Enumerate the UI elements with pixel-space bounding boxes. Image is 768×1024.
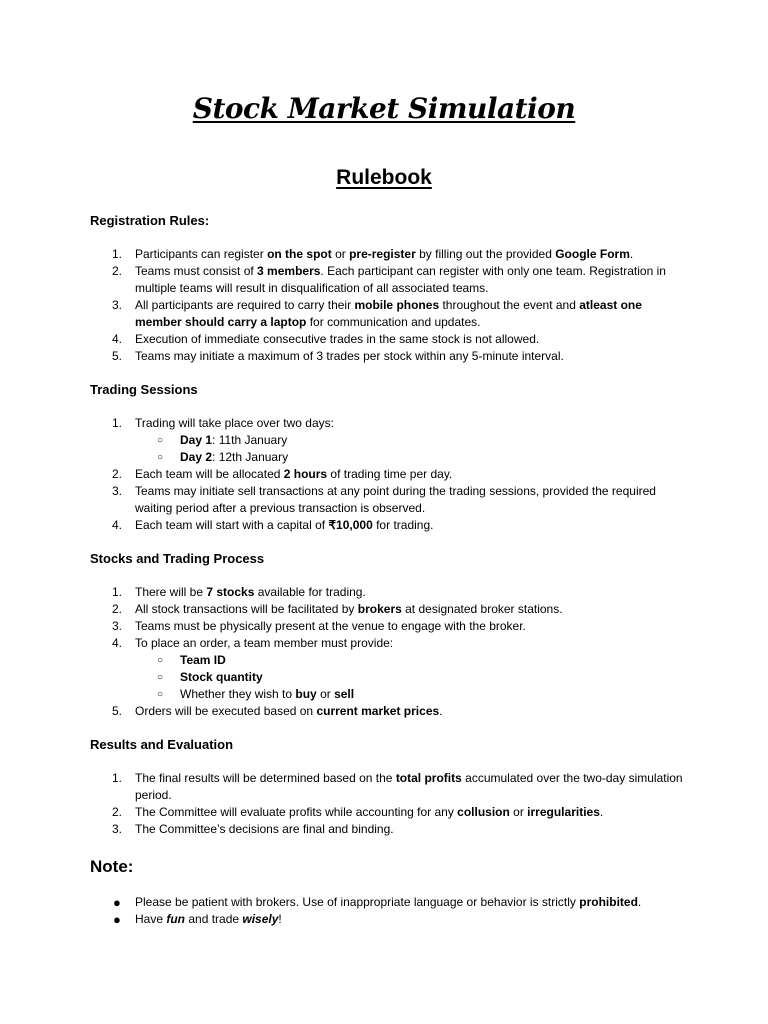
- circle-bullet-icon: ○: [157, 689, 164, 700]
- trading-heading: Trading Sessions: [90, 382, 198, 397]
- circle-bullet-icon: ○: [157, 435, 164, 446]
- note-section: [90, 856, 690, 928]
- list-item: ● Have fun and trade wisely!: [113, 912, 282, 927]
- list-item: 5. Teams may initiate a maximum of 3 trades per stock within any 5-minute interval.: [112, 349, 564, 363]
- stocks-heading: Stocks and Trading Process: [90, 551, 265, 566]
- list-item: 4. To place an order, a team member must provide: ○ Team ID ○ Stock quantity ○ Whether they wish to buy or sell: [90, 635, 690, 703]
- list-item: 3. All participants are required to carry their mobile phones throughout the event and atleast one member should carry a laptop for communication and updates.: [112, 298, 642, 329]
- note-heading: Note:: [90, 857, 134, 876]
- document-subtitle: Rulebook: [336, 166, 432, 189]
- circle-bullet-icon: ○: [157, 655, 164, 666]
- list-item: 3. Teams must be physically present at the venue to engage with the broker.: [112, 619, 526, 633]
- circle-bullet-icon: ○: [157, 452, 164, 463]
- trading-section: [90, 381, 690, 534]
- sub-list-item: ○ Stock quantity: [157, 670, 263, 684]
- registration-heading: Registration Rules:: [90, 213, 210, 228]
- bullet-icon: ●: [113, 895, 121, 910]
- list-item: 2. All stock transactions will be facilitated by brokers at designated broker stations.: [112, 602, 563, 616]
- list-item: 4. Execution of immediate consecutive trades in the same stock is not allowed.: [112, 332, 540, 346]
- sub-list-item: ○ Day 2: 12th January: [157, 450, 289, 464]
- list-item: 1. The final results will be determined based on the total profits accumulated over the two-day simulation period.: [112, 771, 683, 802]
- list-item: 5. Orders will be executed based on current market prices.: [112, 704, 443, 718]
- sub-list-item: ○ Team ID: [157, 653, 226, 667]
- sub-list-item: ○ Day 1: 11th January: [157, 433, 288, 447]
- list-item: ● Please be patient with brokers. Use of inappropriate language or behavior is strictly prohibited.: [113, 895, 642, 910]
- bullet-icon: ●: [113, 912, 121, 927]
- item-number: 5.: [112, 704, 123, 718]
- trading-list: [90, 415, 690, 534]
- item-number: 4.: [112, 518, 123, 532]
- registration-section: [90, 212, 690, 365]
- item-number: 3.: [112, 298, 123, 312]
- item-number: 5.: [112, 349, 123, 363]
- note-list: [90, 894, 690, 928]
- results-list: [90, 770, 690, 838]
- sub-list-item: ○ Whether they wish to buy or sell: [157, 687, 355, 701]
- rulebook-content: [90, 212, 690, 928]
- list-item: 3. The Committee’s decisions are final and binding.: [112, 822, 394, 836]
- trading-days-list: [135, 432, 690, 466]
- list-item: 1. Participants can register on the spot or pre-register by filling out the provided Google Form.: [112, 247, 634, 261]
- list-item: 4. Each team will start with a capital of ₹10,000 for trading.: [112, 518, 434, 532]
- item-number: 2.: [112, 805, 123, 819]
- stocks-list: [90, 584, 690, 720]
- list-item: 2. Teams must consist of 3 members. Each participant can register with only one team. Registration in multiple teams will result in disqualification of all associated teams.: [112, 264, 666, 295]
- item-number: 1.: [112, 771, 123, 785]
- item-number: 3.: [112, 484, 123, 498]
- stocks-section: [90, 550, 690, 720]
- item-number: 4.: [112, 636, 123, 650]
- circle-bullet-icon: ○: [157, 672, 164, 683]
- results-section: [90, 736, 690, 838]
- item-number: 4.: [112, 332, 123, 346]
- item-number: 3.: [112, 822, 123, 836]
- item-number: 2.: [112, 264, 123, 278]
- list-item: 1. There will be 7 stocks available for trading.: [112, 585, 366, 599]
- order-details-list: [135, 652, 690, 703]
- item-number: 1.: [112, 585, 123, 599]
- item-number: 2.: [112, 602, 123, 616]
- results-heading: Results and Evaluation: [90, 737, 234, 752]
- registration-list: [90, 246, 690, 365]
- item-number: 3.: [112, 619, 123, 633]
- list-item: 2. Each team will be allocated 2 hours of trading time per day.: [112, 467, 453, 481]
- list-item: 1. Trading will take place over two days: ○ Day 1: 11th January ○ Day 2: 12th January: [90, 415, 690, 466]
- document-title: Stock Market Simulation: [192, 92, 576, 125]
- list-item: 2. The Committee will evaluate profits while accounting for any collusion or irregularities.: [112, 805, 604, 819]
- item-number: 1.: [112, 416, 123, 430]
- list-item: 3. Teams may initiate sell transactions at any point during the trading sessions, provided the required waiting period after a previous transaction is observed.: [112, 484, 656, 515]
- item-number: 1.: [112, 247, 123, 261]
- item-number: 2.: [112, 467, 123, 481]
